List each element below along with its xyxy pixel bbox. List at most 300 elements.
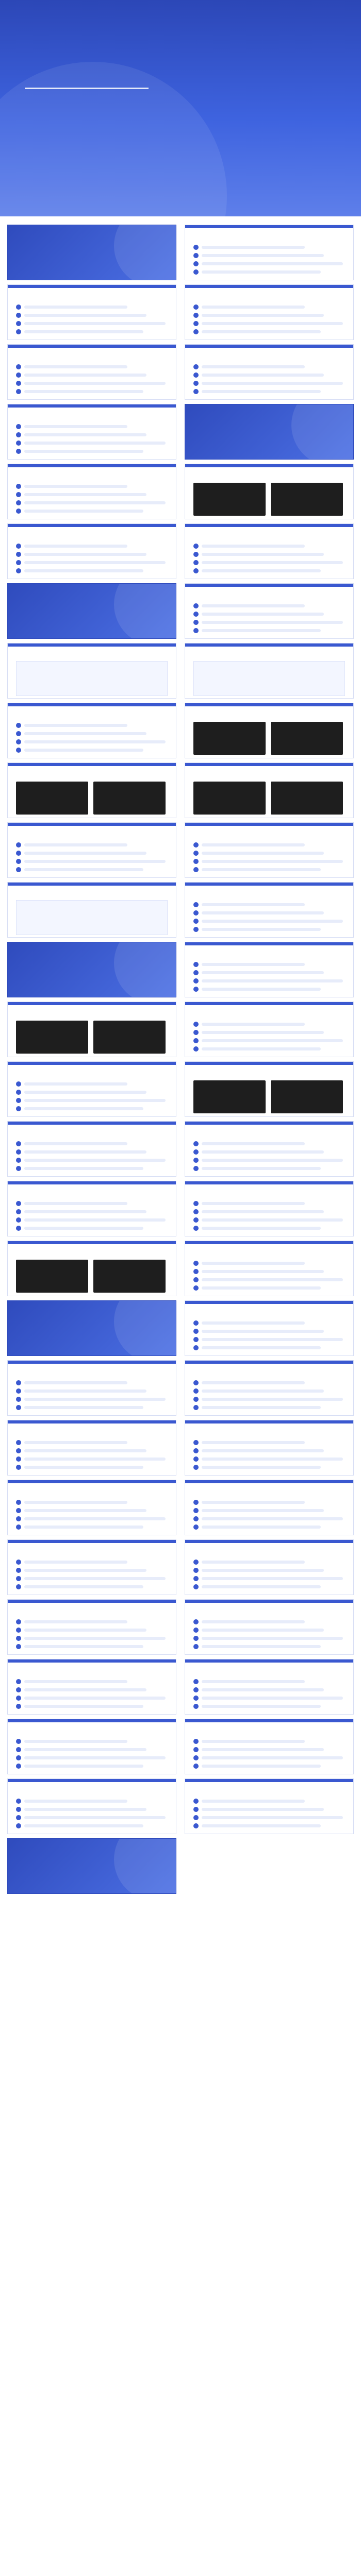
bullet-icon [193,620,199,625]
text-line [202,1338,343,1341]
slide-header-bar [8,1241,176,1244]
bullet-icon [193,1807,199,1812]
slide-header-bar [8,823,176,826]
text-line [202,1262,305,1265]
slide-thumbnail[interactable] [185,1121,354,1177]
scan-image [16,1021,88,1054]
slide-thumbnail[interactable] [185,882,354,938]
slide-header-bar [8,1002,176,1005]
text-line [202,979,343,982]
cover-slide[interactable] [0,0,361,216]
bullet-icon [16,321,21,326]
text-line [202,262,343,265]
bullet-icon [193,1815,199,1820]
scan-image [93,782,166,815]
text-line [202,1501,305,1504]
text-line [202,1202,305,1205]
bullet-icon [193,568,199,573]
bullet-icon [193,1560,199,1565]
text-line [24,1389,146,1393]
text-line [24,852,146,855]
slide-thumbnail[interactable] [185,1181,354,1236]
text-line [24,450,143,453]
slide-thumbnail[interactable] [7,1061,176,1117]
text-line [24,365,127,368]
bullet-icon [193,1568,199,1573]
text-line [202,246,305,249]
bullet-icon [16,1696,21,1701]
text-line [202,1688,324,1691]
bullet-icon [16,1098,21,1103]
bullet-icon [16,1405,21,1410]
bullet-icon [193,962,199,967]
bullet-icon [193,1345,199,1350]
bullet-icon [193,1030,199,1035]
text-line [202,1227,321,1230]
text-line [202,569,321,572]
bullet-icon [193,552,199,557]
slide-thumbnail[interactable] [7,942,176,997]
text-line [24,1398,166,1401]
bullet-icon [193,1158,199,1163]
slide-header-bar [8,1122,176,1125]
bullet-icon [16,1823,21,1828]
bullet-icon [16,568,21,573]
text-line [24,322,166,325]
text-line [202,1800,305,1803]
bullet-icon [193,851,199,856]
slide-thumbnail[interactable] [7,822,176,878]
slide-thumbnail[interactable] [185,523,354,579]
slide-header-bar [8,345,176,348]
text-line [202,1441,305,1444]
text-line [24,1159,166,1162]
bullet-icon [16,1397,21,1402]
slide-thumbnail[interactable] [7,1241,176,1296]
slide-thumbnail[interactable] [7,643,176,699]
slide-header-bar [8,1062,176,1065]
text-line [202,613,324,616]
bullet-icon [193,1217,199,1223]
slide-thumbnail[interactable] [7,1181,176,1236]
bullet-icon [193,1337,199,1342]
slide-thumbnail[interactable] [7,1599,176,1655]
text-line [202,1765,321,1768]
text-line [202,1218,343,1222]
bullet-icon [16,1636,21,1641]
text-line [202,1047,321,1050]
slide-header-bar [185,883,353,886]
slide-header-bar [8,1600,176,1603]
bullet-icon [193,1388,199,1394]
bullet-icon [16,492,21,497]
bullet-icon [193,1465,199,1470]
slide-thumbnail[interactable] [7,404,176,460]
slide-thumbnail[interactable] [7,1002,176,1057]
slide-thumbnail[interactable] [185,1241,354,1296]
bullet-icon [16,1500,21,1505]
slide-header-bar [8,1480,176,1483]
slide-thumbnail[interactable] [185,404,354,460]
text-line [24,485,127,488]
slide-header-bar [8,1540,176,1543]
slide-thumbnail[interactable] [7,344,176,400]
bullet-icon [16,1815,21,1820]
slide-header-bar [8,464,176,467]
bullet-icon [193,1046,199,1052]
text-line [24,1167,143,1170]
text-line [24,749,143,752]
text-line [202,545,305,548]
text-line [202,1561,305,1564]
bullet-icon [16,1380,21,1385]
text-line [24,1688,146,1691]
text-line [24,561,166,564]
text-line [202,868,321,871]
slide-header-bar [185,524,353,527]
bullet-icon [193,1201,199,1206]
text-line [202,1585,321,1588]
slide-thumbnail[interactable] [185,1300,354,1356]
text-line [202,561,343,564]
bullet-icon [193,1628,199,1633]
bullet-icon [193,1636,199,1641]
bullet-icon [193,970,199,975]
slide-header-bar [185,464,353,467]
slide-header-bar [185,1779,353,1782]
slide-thumbnail[interactable] [7,703,176,758]
text-line [202,1278,343,1281]
bullet-icon [16,1807,21,1812]
slide-thumbnail[interactable] [185,762,354,818]
text-line [24,425,127,428]
slide-thumbnail[interactable] [185,225,354,280]
slide-header-bar [185,1540,353,1543]
slide-header-bar [8,643,176,647]
bullet-icon [193,321,199,326]
bullet-icon [193,1576,199,1581]
scan-image [271,722,343,755]
slide-header-bar [185,225,353,228]
slide-header-bar [185,703,353,706]
bullet-icon [16,1209,21,1214]
slide-thumbnail[interactable] [7,284,176,340]
bullet-icon [193,1329,199,1334]
text-line [24,501,166,504]
slide-header-bar [185,1600,353,1603]
slide-thumbnail[interactable] [185,1778,354,1834]
text-line [24,1569,146,1572]
slide-thumbnail[interactable] [185,1599,354,1655]
bullet-icon [16,381,21,386]
slide-thumbnail[interactable] [185,1719,354,1774]
text-line [202,1680,305,1683]
bullet-icon [16,329,21,334]
text-line [24,1526,143,1529]
text-line [24,1202,127,1205]
bullet-icon [16,1524,21,1530]
text-line [24,1697,166,1700]
slide-thumbnail[interactable] [7,1778,176,1834]
slide-thumbnail[interactable] [7,1659,176,1715]
text-line [202,1569,324,1572]
bullet-icon [16,1516,21,1521]
scan-image [193,483,266,516]
text-line [24,1509,146,1512]
bullet-icon [16,1747,21,1752]
slide-thumbnail[interactable] [185,1061,354,1117]
bullet-icon [16,500,21,505]
slide-thumbnail[interactable] [7,523,176,579]
bullet-icon [16,1158,21,1163]
slide-header-bar [185,1301,353,1304]
bullet-icon [193,1679,199,1684]
bullet-icon [193,1823,199,1828]
text-line [24,330,143,333]
text-line [202,1824,321,1827]
bullet-icon [193,269,199,275]
slide-header-bar [8,1181,176,1184]
slide-header-bar [8,1779,176,1782]
slide-thumbnail[interactable] [7,1480,176,1535]
text-line [202,621,343,624]
bullet-icon [193,261,199,266]
scan-image [271,483,343,516]
text-line [24,314,146,317]
slide-header-bar [8,1659,176,1663]
scan-image [16,782,88,815]
text-line [24,1816,166,1819]
slide-header-bar [8,763,176,766]
slide-header-bar [185,1659,353,1663]
bullet-icon [16,1560,21,1565]
bullet-icon [16,1628,21,1633]
bullet-icon [193,1440,199,1445]
text-line [202,365,305,368]
decorative-circle [114,942,176,997]
bullet-icon [16,364,21,369]
slide-thumbnail[interactable] [7,1838,176,1894]
bullet-icon [193,1269,199,1274]
slide-header-bar [185,942,353,945]
slide-header-bar [8,285,176,288]
text-line [24,1629,146,1632]
bullet-icon [193,1038,199,1043]
text-line [24,1637,166,1640]
slide-thumbnail[interactable] [7,762,176,818]
slide-thumbnail[interactable] [7,464,176,519]
bullet-icon [193,978,199,984]
text-line [24,1449,146,1452]
text-line [24,390,143,393]
slide-thumbnail[interactable] [185,643,354,699]
bullet-icon [193,1764,199,1769]
text-line [24,1091,146,1094]
slide-header-bar [185,1719,353,1722]
slide-thumbnail[interactable] [185,1539,354,1595]
bullet-icon [16,449,21,454]
bullet-icon [16,1576,21,1581]
bullet-icon [16,304,21,310]
slide-thumbnail[interactable] [7,1420,176,1476]
bullet-icon [193,1516,199,1521]
bullet-icon [16,552,21,557]
text-line [202,1142,305,1145]
slide-thumbnail[interactable] [7,583,176,639]
bullet-icon [193,1524,199,1530]
bullet-icon [16,313,21,318]
slide-header-bar [8,1361,176,1364]
text-line [202,928,321,931]
slide-header-bar [8,404,176,408]
text-line [202,553,324,556]
bullet-icon [193,927,199,932]
slide-thumbnail[interactable] [7,225,176,280]
slide-header-bar [185,584,353,587]
slide-header-bar [8,1719,176,1722]
text-line [202,988,321,991]
bullet-icon [16,1755,21,1760]
bullet-icon [193,867,199,872]
text-line [202,330,321,333]
bullet-icon [193,603,199,608]
bullet-icon [16,1799,21,1804]
text-line [24,1381,127,1384]
bullet-icon [16,440,21,446]
bullet-icon [16,1141,21,1146]
text-line [202,1466,321,1469]
bullet-icon [193,1149,199,1155]
text-line [202,1023,305,1026]
text-line [202,971,324,974]
text-line [202,1398,343,1401]
slide-thumbnail[interactable] [185,822,354,878]
text-line [24,1099,166,1102]
bullet-icon [193,1739,199,1744]
slide-thumbnail[interactable] [185,1360,354,1416]
chart-area [16,900,168,935]
slide-thumbnail[interactable] [185,583,354,639]
text-line [24,1218,166,1222]
slide-thumbnail[interactable] [185,284,354,340]
scan-image [271,1080,343,1113]
slide-thumbnail[interactable] [7,882,176,938]
bullet-icon [16,1388,21,1394]
text-line [24,1800,127,1803]
text-line [202,1039,343,1042]
bullet-icon [16,432,21,437]
slide-thumbnail[interactable] [7,1300,176,1356]
text-line [24,1748,146,1751]
bullet-icon [193,1448,199,1453]
bullet-icon [193,919,199,924]
text-line [24,843,127,846]
text-line [202,1321,305,1325]
bullet-icon [16,484,21,489]
bullet-icon [193,364,199,369]
slide-thumbnail[interactable] [185,1480,354,1535]
slide-thumbnail[interactable] [185,1002,354,1057]
slide-thumbnail[interactable] [185,1659,354,1715]
text-line [24,1466,143,1469]
text-line [202,1509,324,1512]
bullet-icon [193,389,199,394]
text-line [202,1705,321,1708]
slide-header-bar [8,883,176,886]
bullet-icon [16,1465,21,1470]
bullet-icon [193,1320,199,1326]
bullet-icon [193,628,199,633]
bullet-icon [193,842,199,848]
bullet-icon [16,1687,21,1692]
bullet-icon [16,1166,21,1171]
bullet-icon [193,1584,199,1589]
bullet-icon [193,1644,199,1649]
text-line [24,1107,143,1110]
slide-header-bar [8,703,176,706]
text-line [202,1150,324,1154]
slide-thumbnail[interactable] [185,942,354,997]
text-line [24,1210,146,1213]
bullet-icon [16,723,21,728]
bullet-icon [193,1405,199,1410]
text-line [24,1227,143,1230]
bullet-icon [16,509,21,514]
slide-thumbnail[interactable] [7,1539,176,1595]
text-line [24,569,143,572]
text-line [24,1740,127,1743]
text-line [24,1142,127,1145]
slide-thumbnail[interactable] [185,1420,354,1476]
slide-header-bar [185,1122,353,1125]
text-line [202,382,343,385]
slide-thumbnail[interactable] [7,1719,176,1774]
bullet-icon [193,1696,199,1701]
text-line [202,920,343,923]
text-line [202,1286,321,1290]
bullet-icon [193,1456,199,1462]
text-line [202,843,305,846]
bullet-icon [193,304,199,310]
bullet-icon [193,910,199,916]
text-line [24,1458,166,1461]
text-line [24,510,143,513]
slide-thumbnail[interactable] [185,464,354,519]
slide-thumbnail[interactable] [7,1360,176,1416]
slide-header-bar [185,1002,353,1005]
scan-image [93,1021,166,1054]
slide-thumbnail[interactable] [185,703,354,758]
text-line [24,740,166,743]
slide-thumbnail[interactable] [7,1121,176,1177]
bullet-icon [193,381,199,386]
scan-image [193,722,266,755]
bullet-icon [193,1619,199,1624]
text-line [24,1756,166,1759]
bullet-icon [16,1568,21,1573]
slide-header-bar [185,285,353,288]
bullet-icon [16,842,21,848]
bullet-icon [16,1217,21,1223]
text-line [24,1441,127,1444]
text-line [202,911,324,914]
cover-divider [25,88,149,89]
slide-thumbnail[interactable] [185,344,354,400]
bullet-icon [16,389,21,394]
bullet-icon [16,1201,21,1206]
bullet-icon [193,245,199,250]
bullet-icon [193,1799,199,1804]
